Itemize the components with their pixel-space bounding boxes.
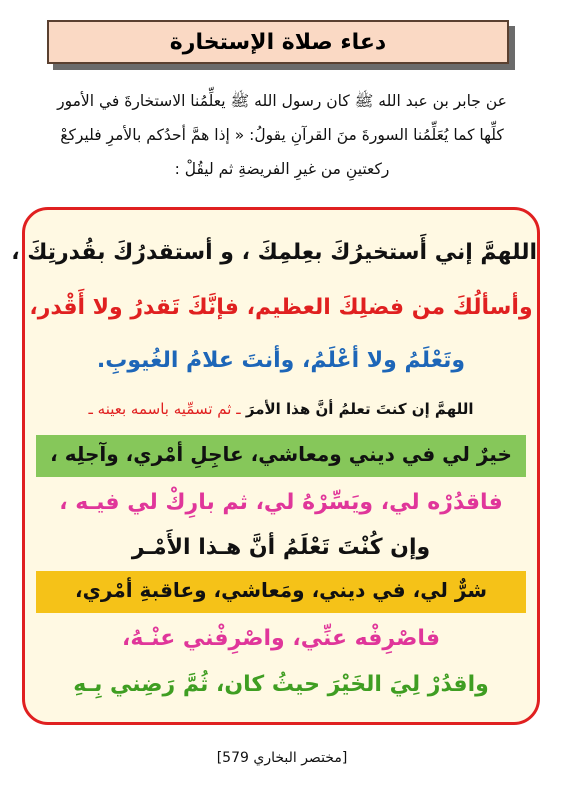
dua-line-1: اللهمَّ إني أَستخيرُكَ بعِلمِكَ ، و أستقدرُكَ بقُدرتِكَ ، — [11, 240, 537, 265]
dua-line-6: فاقدُرْه لي، ويَسِّرْهُ لي، ثم بارِكْ لي فيـه ، — [59, 490, 503, 515]
dua-line-2: وأسألُكَ من فضلِكَ العظيم، فإنَّكَ تَقدرُ ولا أَقْدر، — [29, 295, 533, 320]
dua-card — [11, 207, 540, 725]
intro-line-3: ركعتينِ من غيرِ الفريضةِ ثم ليقُلْ : — [174, 160, 390, 178]
dua-line-10: واقدُرْ لِيَ الخَيْرَ حيثُ كان، ثُمَّ رَضِني بِـهِ — [73, 672, 489, 697]
source-citation: [مختصر البخاري 579] — [216, 750, 348, 766]
dua-line-4-main: اللهمَّ إن كنتَ تعلمُ أنَّ هذا الأمرَ — [245, 400, 474, 418]
dua-line-3: وتَعْلَمُ ولا أعْلَمُ، وأنتَ علامُ الغُيوبِ. — [96, 348, 466, 373]
intro-line-1: عن جابر بن عبد الله ﷺ كان رسول الله ﷺ يعلِّمُنا الاستخارةَ في الأمور — [57, 92, 507, 110]
intro-paragraph — [22, 84, 542, 186]
dua-line-7: وإن كُنْتَ تَعْلَمُ أنَّ هـذا الأَمْـر — [131, 535, 431, 560]
intro-line-2: كلِّها كما يُعَلِّمُنا السورةَ منَ القرآنِ يقولُ: « إذا همَّ أحدُكم بالأمرِ فليركعْ — [60, 126, 504, 144]
dua-line-4 — [25, 402, 537, 417]
title-box — [47, 20, 509, 64]
dua-line-9: فاصْرِفْه عنِّي، واصْرِفْني عنْـهُ، — [122, 626, 440, 651]
dua-line-8: شرٌّ لي، في ديني، ومَعاشي، وعاقبةِ أمْري، — [74, 578, 488, 602]
page-title: دعاء صلاة الإستخارة — [169, 29, 387, 55]
dua-line-5: خيرٌ لي في ديني ومعاشي، عاجِلِ أمْري، وآجلِه ، — [50, 442, 512, 466]
dua-line-4-note: ـ ثم تسمِّيه باسمه بعينه ـ — [88, 400, 241, 418]
